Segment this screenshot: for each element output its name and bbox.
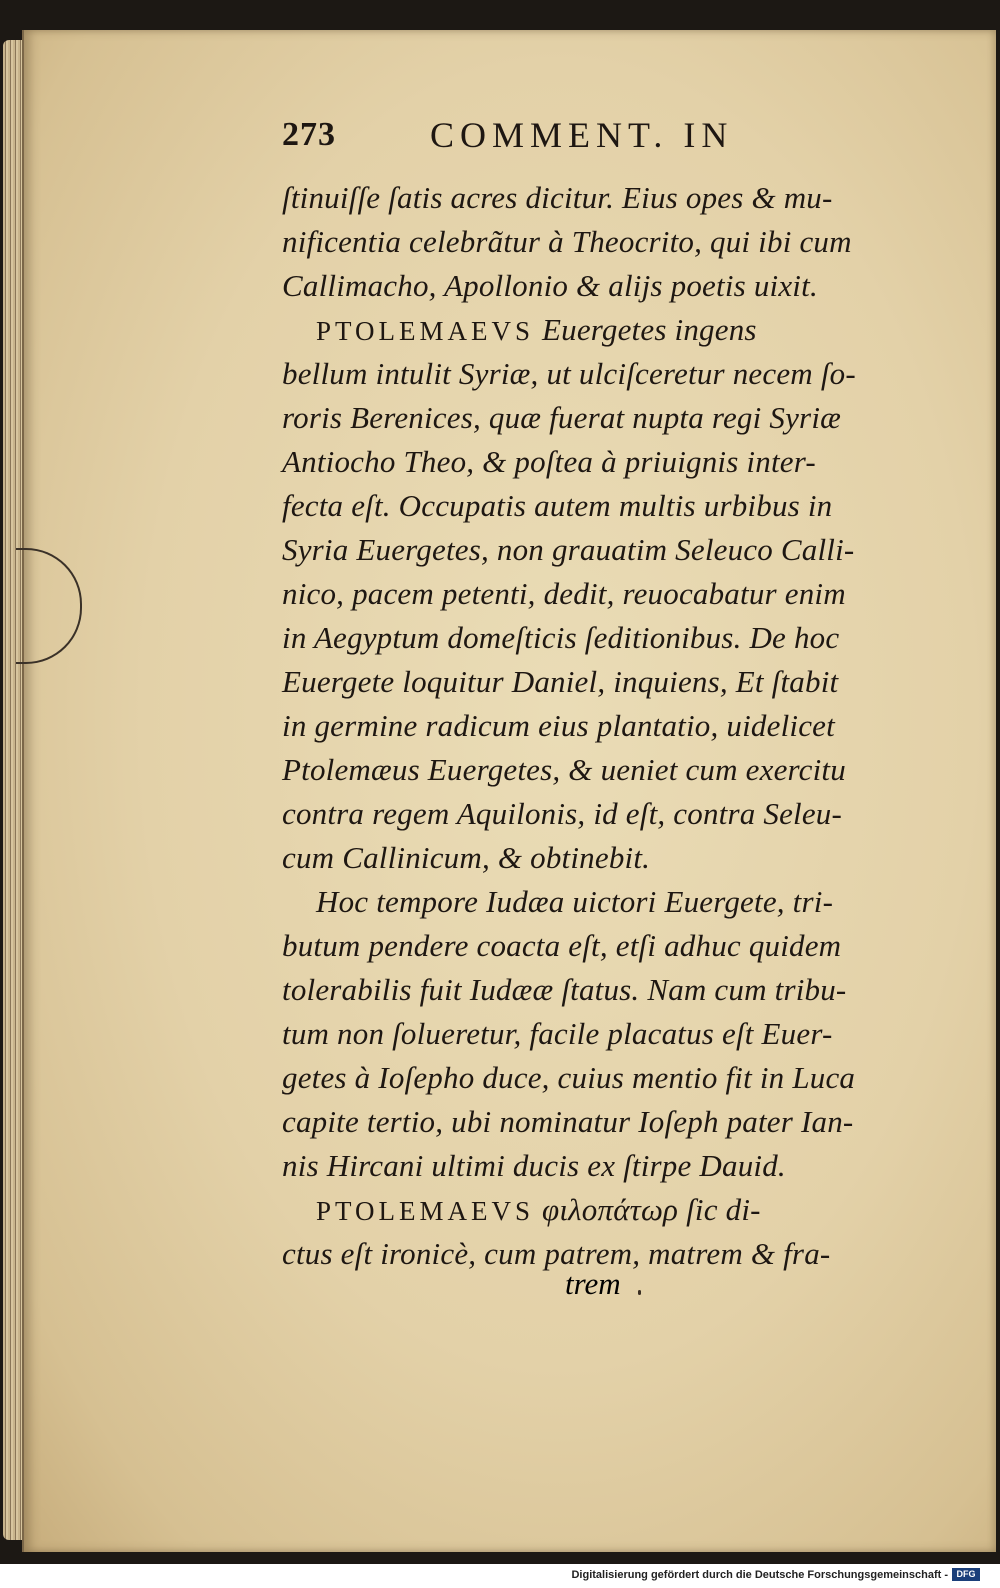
text-line: nificentia celebrãtur à Theocrito, qui ibi cum bbox=[282, 224, 852, 259]
text-line: nico, pacem petenti, dedit, reuocabatur enim bbox=[282, 576, 846, 611]
funding-credit: Digitalisierung gefördert durch die Deutsche Forschungsgemeinschaft - bbox=[571, 1569, 948, 1581]
text-line: capite tertio, ubi nominatur Ioſeph pater Ian- bbox=[282, 1104, 854, 1139]
text-line: in germine radicum eius plantatio, uidelicet bbox=[282, 708, 835, 743]
text-line: cum Callinicum, & obtinebit. bbox=[282, 840, 651, 875]
text-line-rest: φιλοπάτωρ ſic di- bbox=[541, 1192, 761, 1227]
running-head: COMMENT. IN bbox=[430, 115, 734, 155]
text-line: roris Berenices, quæ fuerat nupta regi Syriæ bbox=[282, 400, 842, 435]
text-line: getes à Ioſepho duce, cuius mentio fit in Luca bbox=[282, 1060, 856, 1095]
page-header bbox=[270, 108, 910, 168]
text-line bbox=[316, 1190, 761, 1231]
text-line: Hoc tempore Iudæa uictori Euergete, tri- bbox=[316, 884, 834, 919]
text-block bbox=[270, 108, 910, 1271]
small-caps-name: PTOLEMAEVS bbox=[316, 316, 535, 346]
text-line: ſtinuiſſe ſatis acres dicitur. Eius opes & mu- bbox=[282, 180, 833, 215]
text-line: bellum intulit Syriæ, ut ulciſceretur necem ſo- bbox=[282, 356, 856, 391]
ink-speck bbox=[638, 1290, 641, 1295]
text-line: Euergete loquitur Daniel, inquiens, Et ſtabit bbox=[282, 664, 839, 699]
text-line: tolerabilis fuit Iudææ ſtatus. Nam cum tribu- bbox=[282, 972, 847, 1007]
text-line: Callimacho, Apollonio & alijs poetis uixit. bbox=[282, 268, 818, 303]
clasp-outline bbox=[16, 548, 82, 664]
catchword: trem bbox=[565, 1266, 621, 1301]
text-line: tum non ſolueretur, facile placatus eſt Euer- bbox=[282, 1016, 833, 1051]
footer-bar bbox=[0, 1564, 1000, 1588]
text-line: Antiocho Theo, & poſtea à priuignis inter- bbox=[282, 444, 816, 479]
text-line: nis Hircani ultimi ducis ex ſtirpe Dauid. bbox=[282, 1148, 786, 1183]
text-line: Syria Euergetes, non grauatim Seleuco Calli- bbox=[282, 532, 855, 567]
text-line: fecta eſt. Occupatis autem multis urbibus in bbox=[282, 488, 833, 523]
text-line: butum pendere coacta eſt, etſi adhuc quidem bbox=[282, 928, 842, 963]
text-line: ctus eſt ironicè, cum patrem, matrem & fra- bbox=[282, 1236, 831, 1271]
dfg-logo: DFG bbox=[952, 1568, 980, 1581]
small-caps-name: PTOLEMAEVS bbox=[316, 1196, 535, 1226]
text-line: in Aegyptum domeſticis ſeditionibus. De hoc bbox=[282, 620, 840, 655]
text-line: Ptolemæus Euergetes, & ueniet cum exercitu bbox=[282, 752, 846, 787]
text-line bbox=[316, 310, 757, 351]
text-line: contra regem Aquilonis, id eſt, contra Seleu- bbox=[282, 796, 843, 831]
text-line-rest: Euergetes ingens bbox=[541, 312, 757, 347]
page-number: 273 bbox=[282, 116, 336, 153]
